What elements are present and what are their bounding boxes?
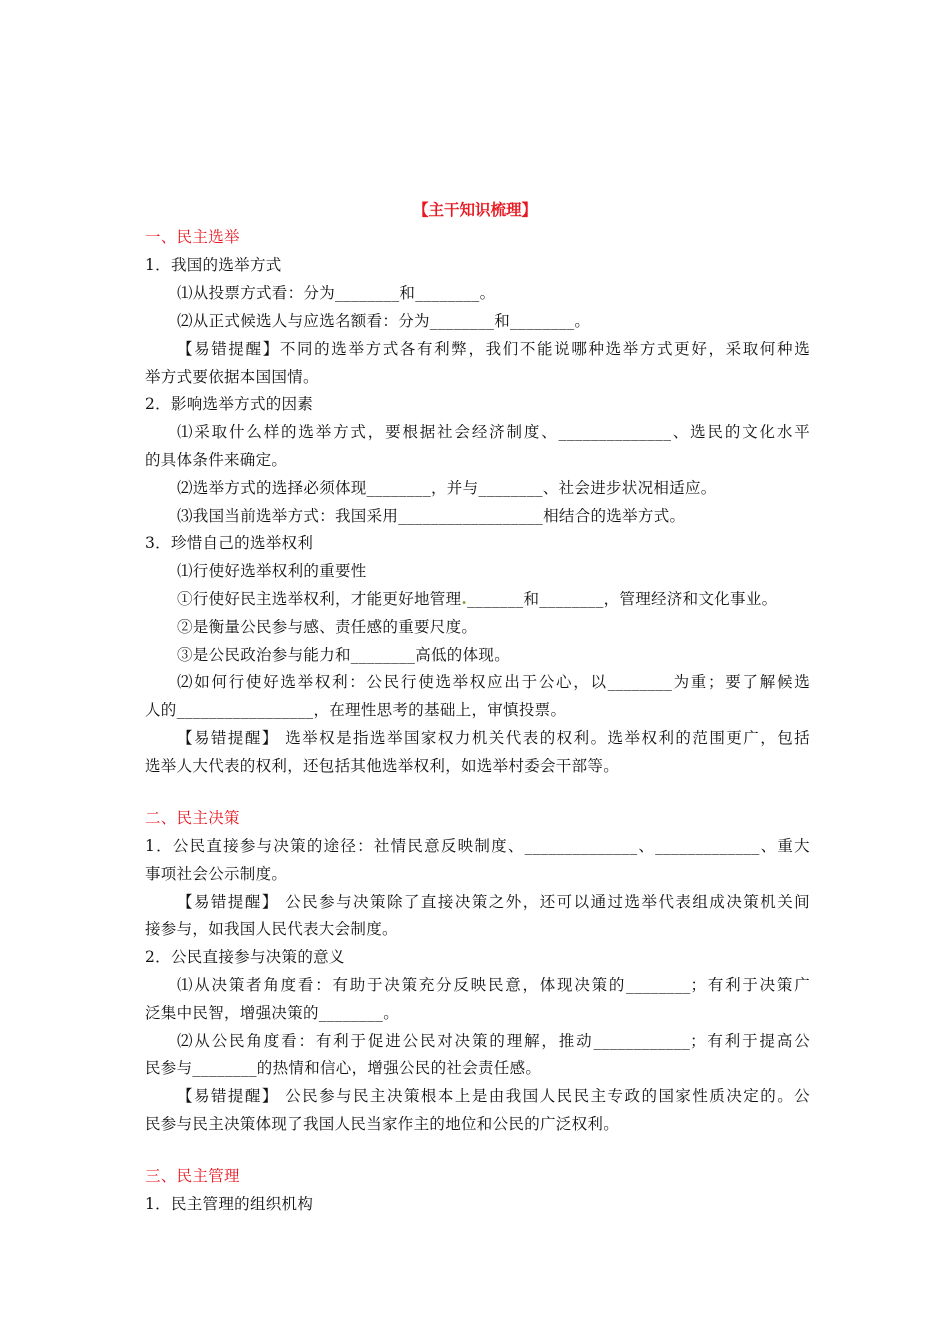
tip-text: 民参与民主决策体现了我国人民当家作主的地位和公民的广泛权利。 (145, 1115, 620, 1133)
sub-item: 的具体条件来确定。 (145, 451, 288, 469)
sub-item: 民参与________的热情和信心，增强公民的社会责任感。 (145, 1059, 542, 1077)
sub-item: ②是衡量公民参与感、责任感的重要尺度。 (177, 618, 478, 636)
sub-item: ⑵选举方式的选择必须体现________，并与________、社会进步状况相适应。 (177, 479, 717, 497)
section-heading-decision: 二、民主决策 (145, 809, 240, 827)
tip-text: 【易错提醒】 公民参与民主决策根本上是由我国人民民主专政的国家性质决定的。公 (177, 1087, 810, 1105)
section-heading-election: 一、民主选举 (145, 228, 240, 246)
sub-item: 泛集中民智，增强决策的________。 (145, 1004, 400, 1022)
tip-text: 【易错提醒】 选举权是指选举国家权力机关代表的权利。选举权利的范围更广，包括 (177, 729, 810, 747)
item-heading: 2．公民直接参与决策的意义 (145, 948, 345, 966)
item-heading: 3．珍惜自己的选举权利 (145, 534, 314, 552)
item-text: 事项社会公示制度。 (145, 865, 288, 883)
tip-text: 接参与，如我国人民代表大会制度。 (145, 920, 398, 938)
tip-text: 【易错提醒】不同的选举方式各有利弊，我们不能说哪种选举方式更好，采取何种选 (177, 340, 810, 358)
section-heading-management: 三、民主管理 (145, 1167, 240, 1185)
sub-item: ⑴从决策者角度看：有助于决策充分反映民意，体现决策的________；有利于决策广 (177, 976, 810, 994)
sub-item-text: _______和________，管理经济和文化事业。 (467, 590, 778, 608)
sub-item: ⑵从公民角度看：有利于促进公民对决策的理解，推动____________；有利于提高公 (177, 1032, 810, 1050)
sub-item: ⑵从正式候选人与应选名额看：分为________和________。 (177, 312, 591, 330)
item-heading: 2．影响选举方式的因素 (145, 395, 314, 413)
item-heading: 1．我国的选举方式 (145, 256, 282, 274)
tip-text: 选举人大代表的权利，还包括其他选举权利，如选举村委会干部等。 (145, 757, 620, 775)
sub-item (177, 589, 842, 609)
page-title: 【主干知识梳理】 (412, 200, 537, 219)
sub-item: 人的_________________，在理性思考的基础上，审慎投票。 (145, 701, 567, 719)
sub-item-text: ①行使好民主选举权利，才能更好地管理 (177, 590, 462, 608)
tip-text: 举方式要依据本国国情。 (145, 368, 319, 386)
item-heading: 1．民主管理的组织机构 (145, 1195, 314, 1213)
tip-text: 【易错提醒】 公民参与决策除了直接决策之外，还可以通过选举代表组成决策机关间 (177, 893, 810, 911)
emphasis-dot: . (461, 589, 468, 608)
sub-item: ③是公民政治参与能力和________高低的体现。 (177, 646, 511, 664)
item-heading: 1．公民直接参与决策的途径：社情民意反映制度、______________、_____________、重大 (145, 837, 810, 855)
sub-item: ⑵如何行使好选举权利：公民行使选举权应出于公心，以________为重；要了解候选 (177, 673, 810, 691)
sub-item: ⑴采取什么样的选举方式，要根据社会经济制度、______________、选民的文化水平 (177, 423, 810, 441)
sub-item: ⑴行使好选举权利的重要性 (177, 562, 367, 580)
sub-item: ⑶我国当前选举方式：我国采用__________________相结合的选举方式。 (177, 507, 686, 525)
sub-item: ⑴从投票方式看：分为________和________。 (177, 284, 496, 302)
